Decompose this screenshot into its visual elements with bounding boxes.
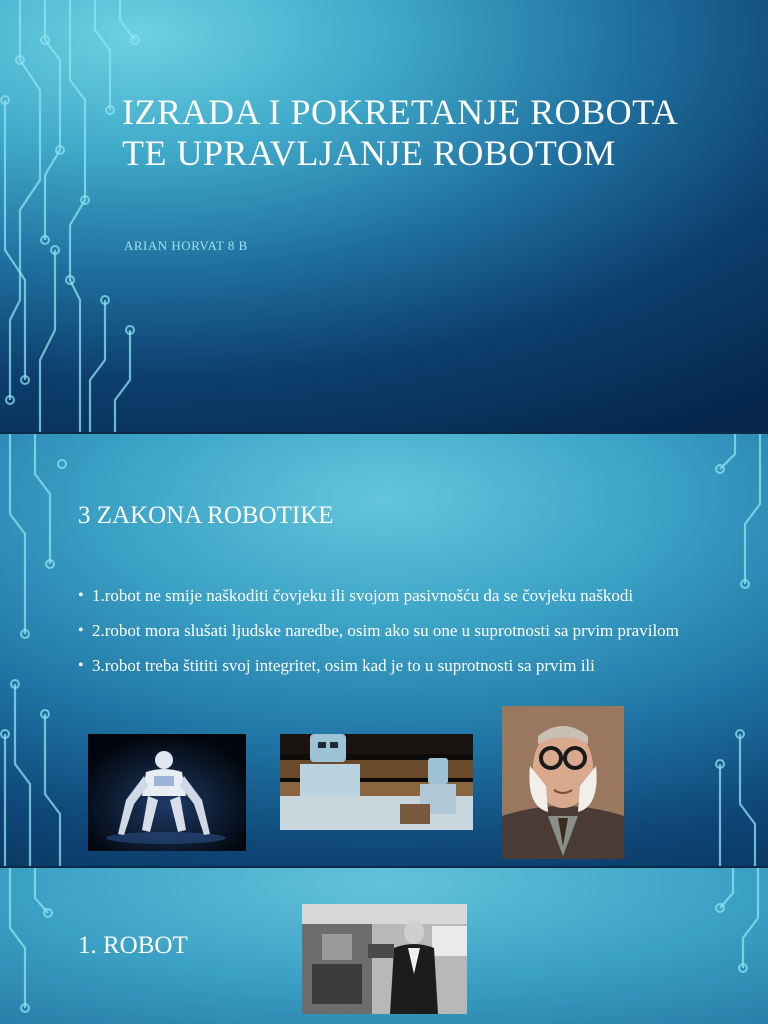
presentation-author: ARIAN HORVAT 8 B (124, 238, 248, 253)
circuit-decoration-left (0, 0, 160, 432)
laws-list (78, 582, 698, 687)
list-item: • 1.robot ne smije naškoditi čovjeku ili svojom pasivnošću da se čovjeku naškodi (78, 582, 698, 610)
slide-laws (0, 434, 768, 866)
circuit-decoration-left (0, 434, 80, 866)
circuit-decoration-left (0, 868, 60, 1024)
list-item: • 3.robot treba štititi svoj integritet, osim kad je to u suprotnosti sa prvim ili (78, 652, 698, 680)
man-with-industrial-robot-photo (302, 904, 467, 1014)
circuit-decoration-right (708, 868, 768, 1024)
presentation-title: IZRADA I POKRETANJE ROBOTA TE UPRAVLJANJE ROBOTOM (122, 92, 677, 173)
slide-heading: 3 ZAKONA ROBOTIKE (78, 502, 334, 529)
man-with-glasses-portrait-photo (502, 706, 624, 859)
slide-robot (0, 868, 768, 1024)
circuit-decoration-right (700, 434, 768, 866)
retro-robots-photo (280, 734, 473, 830)
slide-title (0, 0, 768, 432)
white-humanoid-robot-photo (88, 734, 246, 851)
slide-heading: 1. ROBOT (78, 932, 188, 959)
list-item: • 2.robot mora slušati ljudske naredbe, osim ako su one u suprotnosti sa prvim pravilom (78, 617, 698, 645)
